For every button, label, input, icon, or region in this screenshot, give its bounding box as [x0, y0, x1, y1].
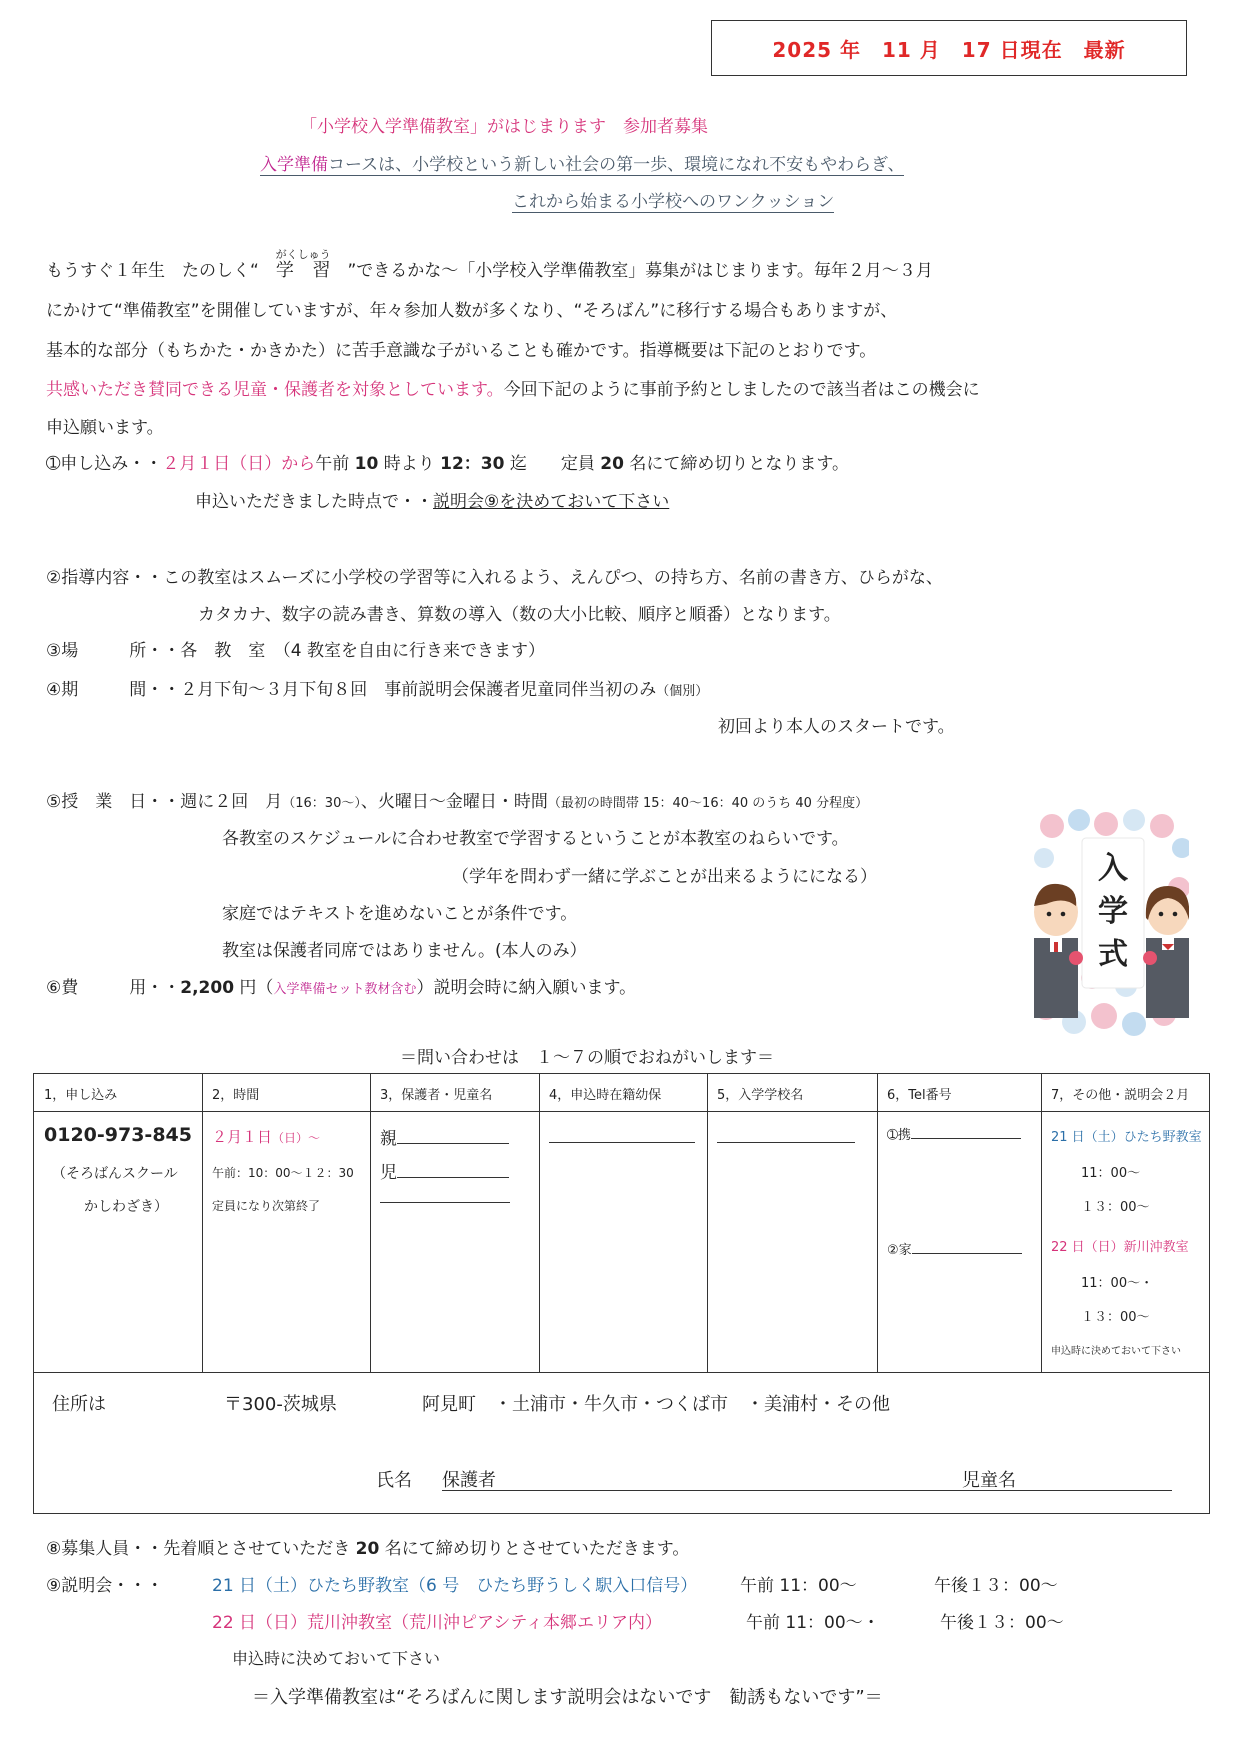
time-hours: 午前：10：00～１２：30 — [212, 1166, 354, 1180]
item-1-note-underlined: 説明会⑨を決めておいて下さい — [433, 492, 670, 512]
briefing-session-2-pm: 午後１３：00～ — [940, 1613, 1064, 1633]
item-6-label: ⑥費 用・・ — [46, 978, 181, 998]
school-field[interactable] — [717, 1122, 855, 1148]
item-2-sub: カタカナ、数字の読み書き、算数の導入（数の大小比較、順序と順番）となります。 — [198, 605, 841, 625]
target-audience: 共感いただき賛同できる児童・保護者を対象としています。 — [46, 380, 504, 400]
item-1-text-e: 迄 定員 — [504, 454, 601, 474]
parent-name-field[interactable] — [380, 1124, 509, 1149]
ruby-base: 学 習 — [275, 260, 331, 281]
item-place: ③場 所・・各 教 室 （4 教室を自由に行き来できます） — [46, 641, 545, 661]
item-5-text-a: ⑤授 業 日・・週に２回 月 — [46, 792, 283, 812]
item-6-amount: 2,200 — [180, 978, 235, 998]
item-5-sub-3: 家庭ではテキストを進めないことが条件です。 — [222, 904, 578, 924]
item-4-sub: 初回より本人のスタートです。 — [718, 717, 955, 737]
briefing-session-2: 22 日（日）荒川沖教室（荒川沖ピアシティ本郷エリア内） — [212, 1613, 662, 1633]
item-1-note-text: 申込いただきました時点で・・ — [195, 492, 433, 512]
postal-prefecture: 〒300-茨城県 — [224, 1394, 337, 1415]
col-nursery — [539, 1074, 708, 1372]
date-notice: 2025 年 11 月 17 日現在 最新 — [711, 20, 1187, 76]
guardian-label: 保護者 — [442, 1470, 496, 1491]
ruby-reading: がくしゅう — [275, 248, 331, 261]
item-1-text-c: 時より — [378, 454, 441, 474]
session-note: 申込時に決めておいて下さい — [1051, 1346, 1181, 1357]
school-name-line1: （そろばんスクール — [52, 1166, 178, 1182]
item-1-capacity: 20 — [600, 454, 624, 474]
header-application: 1，申し込み — [44, 1088, 118, 1103]
intro-subtitle-line2: これから始まる小学校へのワンクッション — [512, 187, 834, 213]
item-2-text: この教室はスムーズに小学校の学習等に入れるよう、えんぴつ、の持ち方、名前の書き方、ひらがな、 — [163, 568, 943, 588]
tel-mobile-field[interactable] — [887, 1124, 1021, 1143]
item-capacity — [46, 1534, 689, 1559]
col-school — [707, 1074, 878, 1372]
item-application — [46, 449, 849, 474]
session-2-title: 22 日（日）新川沖教室 — [1051, 1240, 1189, 1255]
item-5-sub-1: 各教室のスケジュールに合わせ教室で学習するということが本教室のねらいです。 — [222, 829, 849, 849]
child-label: 児 — [380, 1163, 397, 1183]
body-paragraph-3: 基本的な部分（もちかた・かきかた）に苦手意識な子がいることも確かです。指導概要は下記のとおりです。 — [46, 341, 877, 361]
phone-number[interactable]: 0120-973-845 — [44, 1124, 192, 1146]
col-tel — [877, 1074, 1042, 1372]
item-content — [46, 563, 943, 588]
child-name-field[interactable] — [380, 1158, 509, 1183]
briefing-session-1-pm: 午後１３：00～ — [934, 1576, 1058, 1596]
session-1-time-2: １３：00～ — [1081, 1200, 1150, 1215]
intro-subtitle-line1 — [260, 150, 904, 176]
briefing-note: 申込時に決めておいて下さい — [232, 1649, 441, 1668]
extra-name-field[interactable] — [380, 1182, 510, 1208]
time-date-day: （日）～ — [272, 1131, 321, 1145]
body-paragraph-5: 申込願います。 — [46, 418, 164, 438]
item-6-text-d: ）説明会時に納入願います。 — [416, 978, 637, 998]
intro-highlight: 入学準備 — [260, 155, 328, 175]
body-p1-start: もうすぐ１年生 たのしく“ — [46, 261, 276, 281]
inquiry-table — [33, 1073, 1210, 1373]
sign-char-1: 入 — [1098, 851, 1128, 886]
session-1-time-1: 11：00～ — [1081, 1166, 1141, 1181]
time-date — [212, 1126, 320, 1147]
item-1-date: ２月１日（日）から — [162, 454, 316, 474]
item-4-text: ④期 間・・２月下旬～３月下旬８回 事前説明会保護者児童同伴当初のみ — [46, 680, 657, 700]
col-names — [370, 1074, 540, 1372]
item-6-note: 入学準備セット教材含む — [273, 982, 417, 997]
item-period — [46, 675, 708, 700]
item-5-time-note: （最初の時間帯 15：40～16：40 のうち 40 分程度） — [547, 796, 869, 811]
header-school: 5，入学学校名 — [717, 1088, 804, 1103]
item-8-number: 20 — [355, 1539, 380, 1559]
item-5-sub-2: （学年を問わず一緒に学ぶことが出来るようにになる） — [452, 867, 877, 887]
item-5-monday-time: （16：30～） — [282, 796, 361, 811]
sign-char-2: 学 — [1098, 894, 1128, 929]
item-5-sub-4: 教室は保護者同席ではありません。(本人のみ） — [222, 941, 587, 961]
address-label: 住所は — [52, 1394, 106, 1415]
time-date-red: ２月１日 — [212, 1128, 273, 1146]
page-title: 「小学校入学準備教室」がはじまります 参加者募集 — [300, 117, 708, 137]
header-names: 3，保護者・児童名 — [380, 1088, 493, 1103]
item-6-text-c: 円（ — [234, 978, 274, 998]
time-note: 定員になり次第終了 — [212, 1199, 321, 1213]
item-briefing-label: ⑨説明会・・・ — [46, 1576, 164, 1596]
sign-char-3: 式 — [1098, 937, 1128, 972]
item-1-text-g: 名にて締め切りとなります。 — [623, 454, 849, 474]
briefing-session-2-am: 午前 11：00～・ — [746, 1613, 880, 1633]
session-2-time-2: １３：00～ — [1081, 1310, 1150, 1325]
body-paragraph-2: にかけて“準備教室”を開催していますが、年々参加人数が多くなり、“そろばん”に移行する場合もありますが、 — [46, 301, 898, 321]
col-other — [1041, 1074, 1211, 1372]
header-time: 2，時間 — [212, 1088, 260, 1103]
parent-label: 親 — [380, 1129, 397, 1149]
item-class-days — [46, 787, 868, 812]
school-name-line2: かしわざき） — [84, 1199, 168, 1215]
intro-subtitle-text: コースは、小学校という新しい社会の第一歩、環境になれ不安もやわらぎ、 — [328, 155, 905, 175]
session-1-title: 21 日（土）ひたち野教室 — [1051, 1130, 1202, 1145]
header-other: 7，その他・説明会２月 — [1051, 1088, 1190, 1103]
col-application — [34, 1074, 203, 1372]
tel-mobile-label: ➀携 — [887, 1128, 911, 1143]
address-areas[interactable]: 阿見町 ・土浦市・牛久市・つくば市 ・美浦村・その他 — [422, 1394, 890, 1415]
inquiry-heading: ＝問い合わせは １～７の順でおねがいします＝ — [400, 1048, 774, 1068]
header-nursery: 4，申込時在籍幼保 — [549, 1088, 662, 1103]
address-box — [33, 1372, 1210, 1514]
body-p4-rest: 今回下記のように事前予約としましたので該当者はこの機会に — [503, 380, 980, 400]
body-p1-end: ”できるかな～「小学校入学準備教室」募集がはじまります。毎年２月～３月 — [330, 261, 933, 281]
nursery-field[interactable] — [549, 1122, 695, 1148]
body-paragraph-4 — [46, 375, 980, 400]
entrance-ceremony-illustration — [1034, 808, 1189, 1040]
item-4-small: （個別） — [656, 684, 709, 699]
session-2-time-1: 11：00～・ — [1081, 1276, 1154, 1291]
item-1-label: ➀申し込み・・ — [46, 454, 163, 474]
item-1-text-a: 午前 — [315, 454, 355, 474]
closing-note: ＝入学準備教室は“そろばんに関します説明会はないです 勧誘もないです”＝ — [252, 1687, 883, 1708]
item-1-hour: 10 — [354, 454, 379, 474]
item-2-label: ②指導内容・・ — [46, 568, 164, 588]
header-tel: 6，Tel番号 — [887, 1088, 952, 1103]
item-1-end-time: 12：30 — [440, 454, 505, 474]
briefing-session-1: 21 日（土）ひたち野教室（6 号 ひたち野うしく駅入口信号） — [212, 1576, 698, 1596]
body-paragraph-1 — [46, 248, 933, 282]
name-label: 氏名 — [376, 1470, 412, 1491]
col-time — [202, 1074, 371, 1372]
name-field[interactable] — [442, 1466, 1172, 1491]
item-8-text-a: ⑧募集人員・・先着順とさせていただき — [46, 1539, 356, 1559]
ruby-gakushu — [275, 248, 331, 281]
tel-home-label: ②家 — [887, 1243, 912, 1258]
item-8-text-c: 名にて締め切りとさせていただきます。 — [379, 1539, 690, 1559]
item-fee — [46, 973, 636, 998]
child-name-label: 児童名 — [962, 1470, 1016, 1491]
item-1-note — [195, 487, 669, 512]
tel-home-field[interactable] — [887, 1239, 1022, 1258]
briefing-session-1-am: 午前 11：00～ — [740, 1576, 857, 1596]
item-5-text-b: 、火曜日～金曜日・時間 — [360, 792, 548, 812]
